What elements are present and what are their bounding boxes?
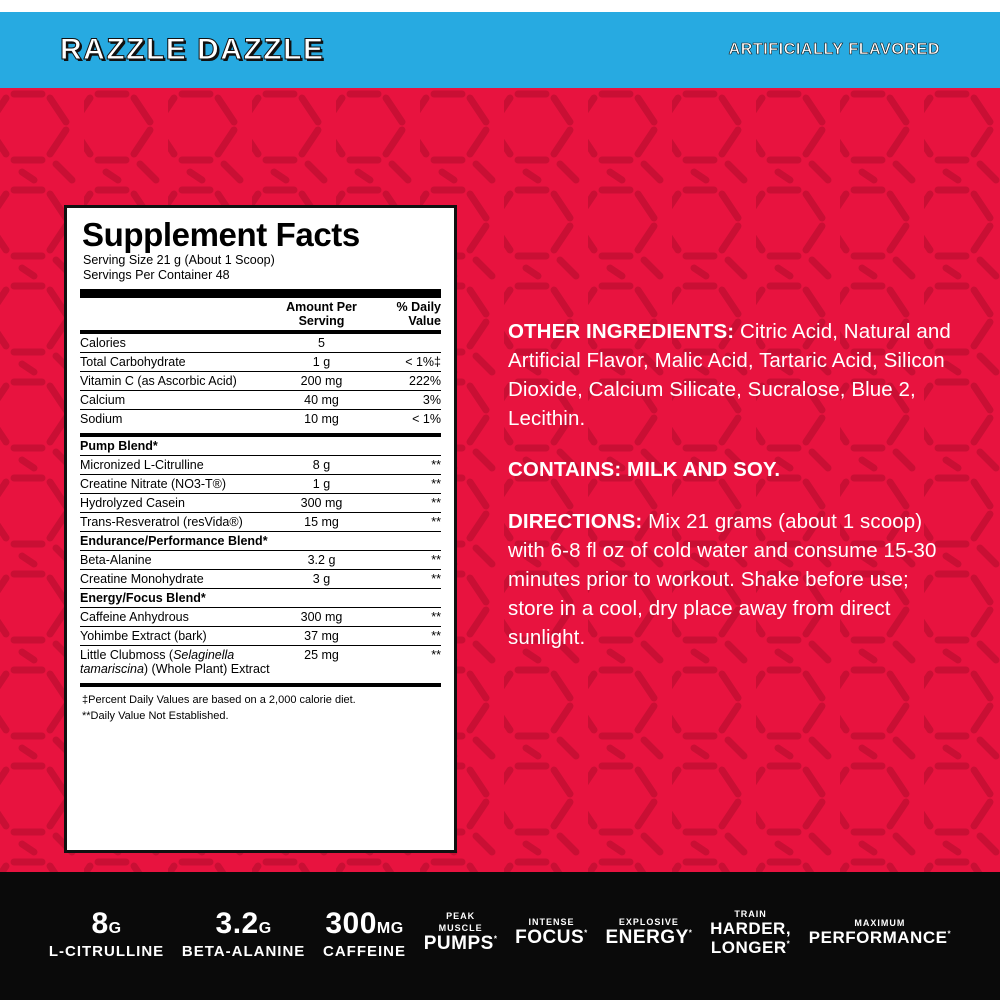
blend-title: Energy/Focus Blend* — [80, 588, 441, 607]
badge-asterisk: * — [786, 938, 791, 948]
stat-unit: G — [108, 919, 122, 937]
row-name: Creatine Nitrate (NO3-T®) — [80, 474, 274, 493]
header-bar — [0, 12, 1000, 88]
blend-title-row — [80, 437, 441, 456]
divider-bottom — [80, 683, 441, 687]
stat-number: 8 — [91, 906, 109, 940]
stat-beta-alanine — [182, 907, 305, 960]
badge-main-text — [809, 929, 951, 948]
row-dv: ** — [369, 550, 441, 569]
table-row — [80, 607, 441, 626]
row-name: Total Carbohydrate — [80, 352, 274, 371]
artificially-flavored-label: ARTIFICIALLY FLAVORED — [728, 41, 940, 58]
other-ingredients-heading: OTHER INGREDIENTS: — [508, 320, 735, 343]
row-name: Vitamin C (as Ascorbic Acid) — [80, 371, 274, 390]
row-name: Micronized L-Citrulline — [80, 455, 274, 474]
stat-label: L-CITRULLINE — [48, 942, 165, 960]
row-name: Creatine Monohydrate — [80, 569, 274, 588]
table-row — [80, 569, 441, 588]
badge-main-label: ENERGY — [605, 927, 689, 949]
table-row — [80, 493, 441, 512]
directions-text: Mix 21 grams (about 1 scoop) with 6-8 fl oz of cold water and consume 15-30 minutes prior to workout. Shake before use; store in a cool, dry place away from direct sunlight. — [508, 509, 937, 649]
flavor-name: RAZZLE DAZZLE — [60, 33, 325, 66]
table-row — [80, 371, 441, 390]
row-amount: 1 g — [274, 352, 369, 371]
badge-harder-longer — [710, 909, 791, 958]
row-amount: 40 mg — [274, 390, 369, 409]
row-dv: < 1% — [412, 411, 441, 426]
row-name: Little Clubmoss (Selaginella tamariscina) (Whole Plant) Extract — [80, 647, 270, 676]
stat-value — [182, 907, 305, 941]
row-name: Beta-Alanine — [80, 550, 274, 569]
directions-block — [508, 507, 958, 653]
row-dv: ** — [431, 647, 441, 662]
table-row — [80, 390, 441, 409]
row-dv: ** — [369, 455, 441, 474]
badge-pumps — [424, 911, 498, 954]
badge-main-label: PERFORMANCE — [808, 928, 948, 948]
table-row — [80, 474, 441, 493]
other-ingredients-text: Citric Acid, Natural and Artificial Flavor, Malic Acid, Tartaric Acid, Silicon Dioxide, Calcium Silicate, Sucralose, Blue 2, Lecithin. — [508, 320, 951, 431]
table-row — [80, 550, 441, 569]
stat-number: 300 — [325, 906, 377, 940]
badge-asterisk: * — [947, 929, 952, 939]
row-amount: 1 g — [274, 474, 369, 493]
table-header-row — [80, 298, 441, 330]
nutrient-rows — [80, 334, 441, 428]
badge-main-label: PUMPS — [423, 932, 494, 954]
stat-l-citrulline — [49, 907, 164, 960]
row-name: Hydrolyzed Casein — [80, 493, 274, 512]
row-name: Calcium — [80, 390, 274, 409]
footer-bar — [0, 872, 1000, 1000]
stat-value — [323, 907, 406, 941]
row-amount: 3 g — [274, 569, 369, 588]
row-amount: 10 mg — [304, 411, 339, 426]
row-dv: ** — [369, 569, 441, 588]
row-amount: 5 — [274, 334, 369, 353]
row-name: Trans-Resveratrol (resVida®) — [80, 512, 274, 531]
directions-heading: DIRECTIONS: — [508, 509, 643, 533]
stat-caffeine — [323, 907, 406, 960]
badge-focus — [515, 917, 588, 949]
blend-title: Pump Blend* — [80, 437, 441, 456]
row-name: Caffeine Anhydrous — [80, 607, 274, 626]
contains-block — [508, 455, 958, 484]
contains-text: CONTAINS: MILK AND SOY. — [508, 458, 781, 482]
pump-blend-table — [80, 437, 441, 678]
other-ingredients-block — [508, 317, 958, 433]
row-dv: 222% — [369, 371, 441, 390]
badge-top-text: EXPLOSIVE — [618, 916, 679, 927]
table-row — [80, 352, 441, 371]
row-dv: ** — [369, 493, 441, 512]
row-name: Sodium — [80, 411, 123, 426]
badge-main-text — [606, 928, 693, 949]
row-dv: ** — [369, 474, 441, 493]
badge-top-text: INTENSE — [528, 916, 575, 927]
table-row — [80, 645, 441, 678]
row-amount: 8 g — [274, 455, 369, 474]
footnote-daily-values: ‡Percent Daily Values are based on a 2,000 calorie diet. — [82, 693, 356, 706]
badge-asterisk: * — [493, 934, 498, 944]
label-text-column — [508, 317, 958, 674]
row-amount: 25 mg — [304, 647, 339, 662]
badge-asterisk: * — [584, 928, 588, 938]
stat-value — [49, 907, 164, 941]
row-amount: 15 mg — [274, 512, 369, 531]
badge-main-text — [515, 928, 588, 949]
stat-unit: G — [258, 919, 272, 937]
table-row — [80, 334, 441, 353]
supplement-facts-title: Supplement Facts — [82, 216, 360, 253]
row-amount: 37 mg — [274, 626, 369, 645]
header-spacer — [80, 298, 274, 330]
badge-asterisk: * — [688, 928, 693, 938]
badge-main-label: FOCUS — [515, 927, 585, 949]
row-dv: < 1%‡ — [369, 352, 441, 371]
table-row — [80, 455, 441, 474]
supplement-facts-panel — [64, 205, 457, 853]
main-body — [0, 88, 1000, 872]
stat-label: BETA-ALANINE — [181, 942, 306, 960]
row-dv: 3% — [369, 390, 441, 409]
table-row — [80, 512, 441, 531]
badge-top-text: MAXIMUM — [854, 918, 906, 929]
row-name: Yohimbe Extract (bark) — [80, 626, 274, 645]
row-amount: 3.2 g — [274, 550, 369, 569]
badge-top-text: PEAK MUSCLE — [438, 911, 483, 933]
stat-number: 3.2 — [215, 906, 259, 940]
stat-label: CAFFEINE — [323, 942, 407, 960]
badge-energy — [606, 917, 693, 949]
blend-title-row — [80, 531, 441, 550]
servings-per-container: Servings Per Container 48 — [83, 268, 230, 283]
divider-thick-top — [80, 289, 441, 298]
badge-top-text: TRAIN — [734, 908, 767, 919]
row-name: Calories — [80, 334, 274, 353]
nutrition-table — [80, 298, 441, 330]
table-row — [80, 409, 441, 428]
serving-size: Serving Size 21 g (About 1 Scoop) — [83, 252, 275, 267]
badge-main-text — [424, 934, 498, 955]
header-amount: Amount Per Serving — [286, 299, 357, 328]
row-amount: 200 mg — [274, 371, 369, 390]
stat-unit: MG — [376, 919, 404, 937]
row-dv: ** — [369, 512, 441, 531]
badge-main-text: HARDER, LONGER* — [710, 918, 792, 957]
row-amount: 300 mg — [274, 493, 369, 512]
row-dv — [369, 334, 441, 353]
badge-performance — [809, 918, 951, 948]
footnote-not-established: **Daily Value Not Established. — [82, 709, 229, 722]
row-dv: ** — [369, 626, 441, 645]
header-daily-value: % Daily Value — [396, 299, 441, 328]
blend-title: Endurance/Performance Blend* — [80, 531, 441, 550]
blend-title-row — [80, 588, 441, 607]
table-row — [80, 626, 441, 645]
row-amount: 300 mg — [274, 607, 369, 626]
row-dv: ** — [369, 607, 441, 626]
